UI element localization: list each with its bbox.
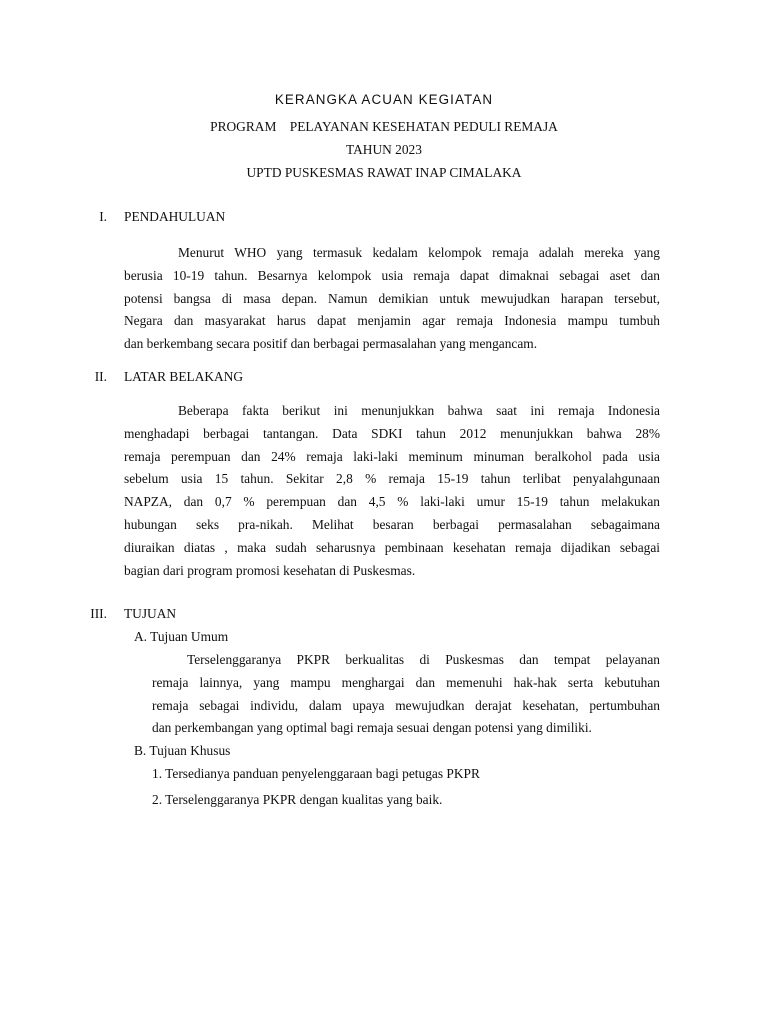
paragraph-line: menghadapi berbagai tantangan. Data SDKI tahun 2012 menunjukkan bahwa 28% bbox=[124, 425, 660, 441]
paragraph-tujuan-umum bbox=[152, 649, 660, 740]
paragraph-line: dan berkembang secara positif dan berbagai permasalahan yang mengancam. bbox=[124, 336, 538, 352]
paragraph-line: sebelum usia 15 tahun. Sekitar 2,8 % remaja 15-19 tahun terlibat penyalahgunaan bbox=[124, 471, 660, 487]
list-item: 2. Terselenggaranya PKPR dengan kualitas yang baik. bbox=[152, 792, 443, 807]
document-title: KERANGKA ACUAN KEGIATAN bbox=[274, 92, 494, 107]
section-number-2: II. bbox=[94, 369, 107, 384]
subheading-tujuan-umum: A. Tujuan Umum bbox=[134, 629, 229, 644]
paragraph-line: diuraikan diatas , maka sudah seharusnya pembinaan kesehatan remaja dijadikan sebagai bbox=[124, 539, 660, 555]
institution-subtitle: UPTD PUSKESMAS RAWAT INAP CIMALAKA bbox=[246, 165, 522, 180]
paragraph-line: NAPZA, dan 0,7 % perempuan dan 4,5 % laki-laki umur 15-19 tahun melakukan bbox=[124, 494, 660, 510]
section-number-3: III. bbox=[90, 606, 107, 621]
paragraph-line: remaja lainnya, yang mampu menghargai dan memenuhi hak-hak serta kebutuhan bbox=[152, 674, 660, 690]
paragraph-line: bagian dari program promosi kesehatan di Puskesmas. bbox=[124, 562, 416, 578]
paragraph-line: Negara dan masyarakat harus dapat menjamin agar remaja Indonesia mampu tumbuh bbox=[124, 313, 660, 329]
paragraph-line: remaja perempuan dan 24% remaja laki-laki meminum minuman beralkohol pada usia bbox=[124, 448, 660, 464]
section-heading-tujuan: TUJUAN bbox=[124, 606, 177, 621]
paragraph-latar-belakang bbox=[124, 400, 660, 582]
paragraph-line: Menurut WHO yang termasuk kedalam kelompok remaja adalah mereka yang bbox=[178, 245, 660, 260]
section-heading-pendahuluan: PENDAHULUAN bbox=[124, 209, 226, 224]
list-item: 1. Tersedianya panduan penyelenggaraan bagi petugas PKPR bbox=[152, 766, 480, 781]
paragraph-line: hubungan seks pra-nikah. Melihat besaran berbagai permasalahan sebagaimana bbox=[124, 516, 660, 532]
paragraph-line: berusia 10-19 tahun. Besarnya kelompok usia remaja dapat dimaknai sebagai aset dan bbox=[124, 267, 660, 283]
paragraph-line: Terselenggaranya PKPR berkualitas di Puskesmas dan tempat pelayanan bbox=[187, 652, 660, 667]
paragraph-line: dan perkembangan yang optimal bagi remaja sesuai dengan potensi yang dimiliki. bbox=[152, 720, 592, 736]
section-number-1: I. bbox=[99, 209, 107, 224]
subheading-tujuan-khusus: B. Tujuan Khusus bbox=[134, 743, 231, 758]
program-subtitle: PROGRAM PELAYANAN KESEHATAN PEDULI REMAJA bbox=[210, 119, 558, 134]
paragraph-line: potensi bangsa di masa depan. Namun demikian untuk mewujudkan harapan tersebut, bbox=[124, 290, 660, 306]
paragraph-line: Beberapa fakta berikut ini menunjukkan bahwa saat ini remaja Indonesia bbox=[178, 403, 660, 418]
paragraph-line: remaja sebagai individu, dalam upaya mewujudkan derajat kesehatan, pertumbuhan bbox=[152, 697, 660, 713]
paragraph-pendahuluan bbox=[124, 242, 660, 356]
section-heading-latar-belakang: LATAR BELAKANG bbox=[124, 369, 244, 384]
year-subtitle: TAHUN 2023 bbox=[346, 142, 422, 157]
